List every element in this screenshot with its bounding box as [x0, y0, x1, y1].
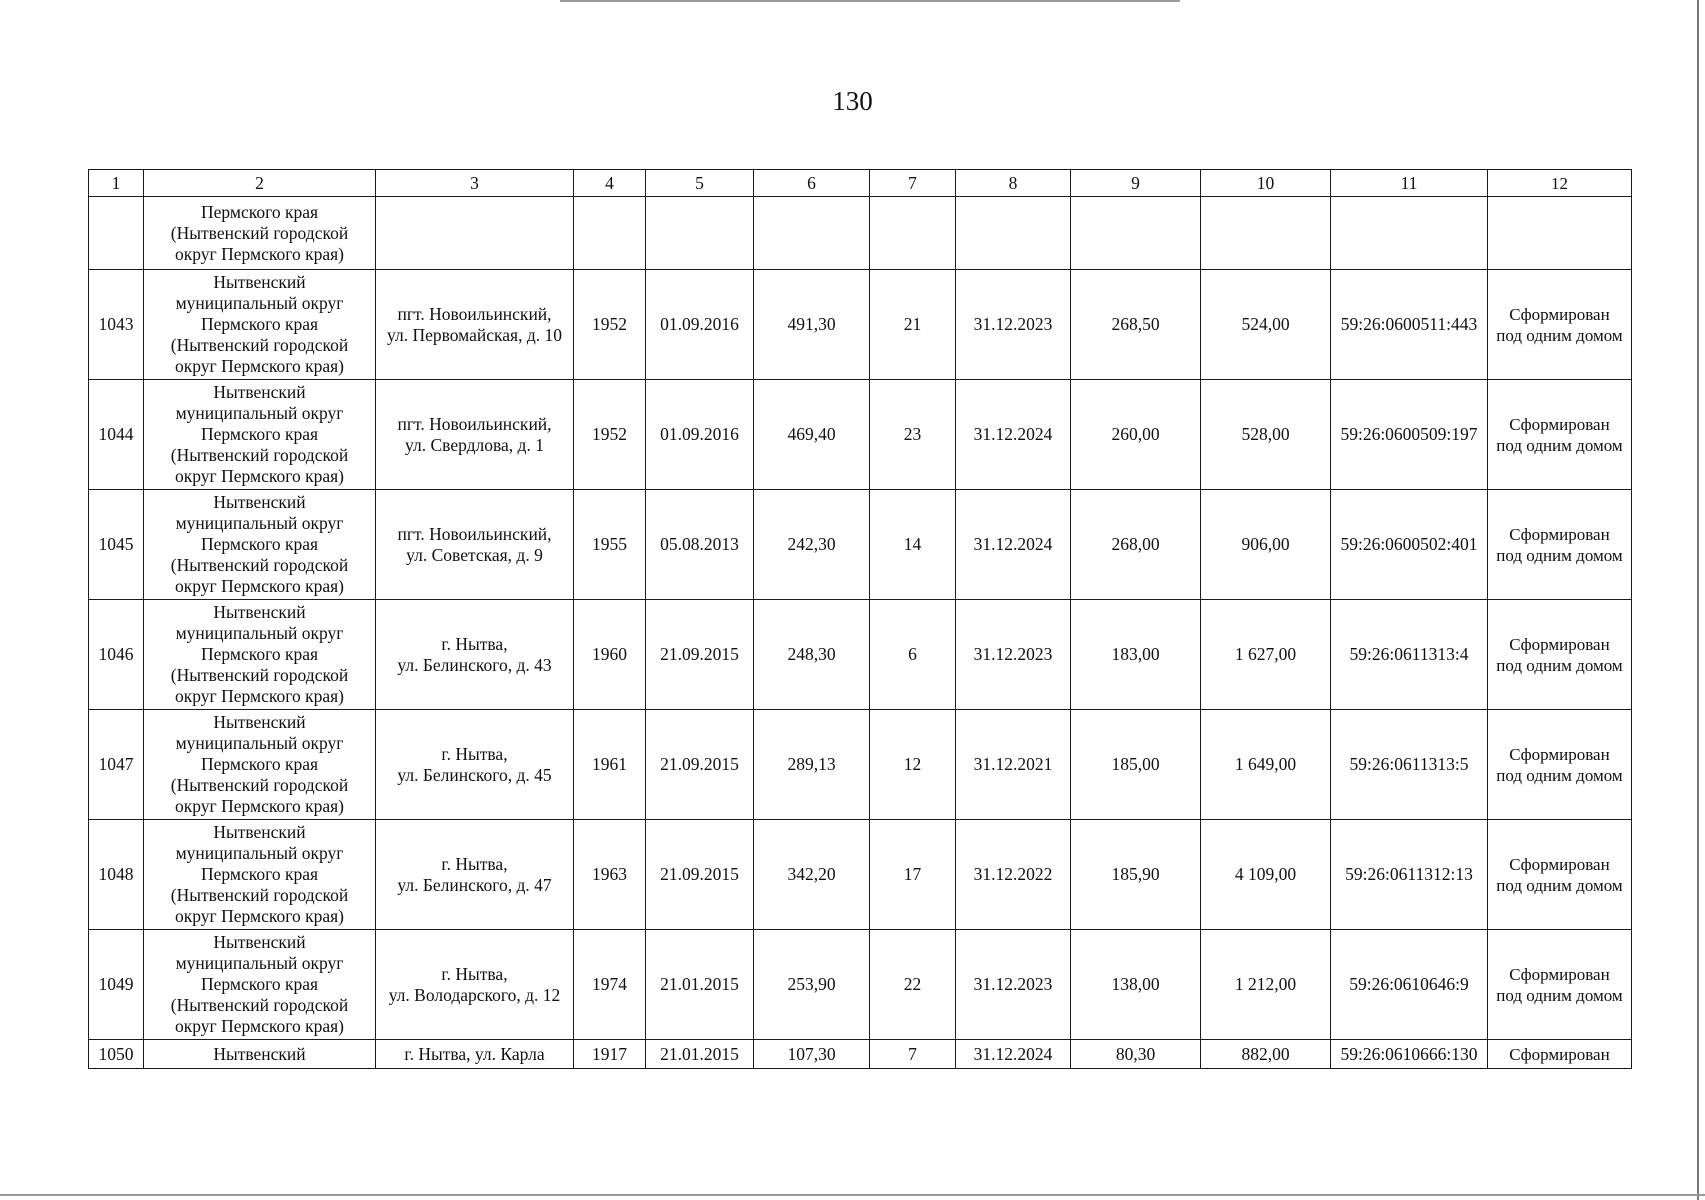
table-cell: 4 109,00: [1201, 820, 1331, 930]
table-cell: 242,30: [754, 490, 870, 600]
table-cell: 248,30: [754, 600, 870, 710]
table-cell: 21.09.2015: [646, 710, 754, 820]
registry-table: [88, 169, 1632, 1069]
table-row: [89, 710, 1632, 820]
table-cell: 59:26:0600511:443: [1331, 270, 1488, 380]
table-cell: 31.12.2022: [956, 820, 1071, 930]
table-cell: 31.12.2023: [956, 270, 1071, 380]
table-cell: 1 649,00: [1201, 710, 1331, 820]
table-cell: 01.09.2016: [646, 270, 754, 380]
table-cell: 1963: [574, 820, 646, 930]
table-cell: Нытвенский муниципальный округ Пермского края (Нытвенский городской округ Пермского края): [144, 820, 376, 930]
table-cell: 4: [574, 170, 646, 197]
table-cell: Сформирован под одним домом: [1488, 600, 1632, 710]
scan-edge-bottom: [0, 1194, 1705, 1196]
table-cell: 107,30: [754, 1040, 870, 1069]
table-cell: 1046: [89, 600, 144, 710]
table-cell: 14: [870, 490, 956, 600]
table-cell: 21: [870, 270, 956, 380]
table-cell: 80,30: [1071, 1040, 1201, 1069]
table-cell: 1044: [89, 380, 144, 490]
table-row: [89, 197, 1632, 270]
table-cell: 21.09.2015: [646, 600, 754, 710]
table-cell: 469,40: [754, 380, 870, 490]
table-cell: 59:26:0611313:4: [1331, 600, 1488, 710]
scan-edge-right: [1697, 0, 1699, 1200]
table-cell: 1917: [574, 1040, 646, 1069]
table-cell: г. Нытва, ул. Володарского, д. 12: [376, 930, 574, 1040]
table-cell: 1: [89, 170, 144, 197]
table-cell: 185,90: [1071, 820, 1201, 930]
table-cell: 6: [754, 170, 870, 197]
page-number: 130: [832, 86, 873, 116]
table-cell: 1952: [574, 270, 646, 380]
table-cell: 31.12.2024: [956, 490, 1071, 600]
table-cell: 1952: [574, 380, 646, 490]
table-cell: [1488, 197, 1632, 270]
table-cell: 59:26:0611313:5: [1331, 710, 1488, 820]
table-cell: 8: [956, 170, 1071, 197]
table-cell: Нытвенский муниципальный округ Пермского края (Нытвенский городской округ Пермского края): [144, 270, 376, 380]
table-cell: 528,00: [1201, 380, 1331, 490]
table-cell: 342,20: [754, 820, 870, 930]
table-cell: 6: [870, 600, 956, 710]
table-cell: 31.12.2023: [956, 600, 1071, 710]
table-cell: [956, 197, 1071, 270]
table-cell: Пермского края (Нытвенский городской округ Пермского края): [144, 197, 376, 270]
table-cell: г. Нытва, ул. Белинского, д. 45: [376, 710, 574, 820]
table-cell: 253,90: [754, 930, 870, 1040]
table-cell: Нытвенский: [144, 1040, 376, 1069]
table-cell: [1201, 197, 1331, 270]
table-row: [89, 930, 1632, 1040]
table-cell: 1047: [89, 710, 144, 820]
table-cell: 906,00: [1201, 490, 1331, 600]
table-cell: 1 627,00: [1201, 600, 1331, 710]
table-row: [89, 600, 1632, 710]
table-cell: 1049: [89, 930, 144, 1040]
table-cell: [754, 197, 870, 270]
table-cell: [574, 197, 646, 270]
table-cell: [89, 197, 144, 270]
table-cell: Нытвенский муниципальный округ Пермского края (Нытвенский городской округ Пермского края): [144, 710, 376, 820]
table-cell: 268,50: [1071, 270, 1201, 380]
table-cell: 01.09.2016: [646, 380, 754, 490]
table-cell: г. Нытва, ул. Белинского, д. 47: [376, 820, 574, 930]
table-cell: Нытвенский муниципальный округ Пермского края (Нытвенский городской округ Пермского края): [144, 600, 376, 710]
table-cell: Сформирован под одним домом: [1488, 710, 1632, 820]
table-cell: 21.01.2015: [646, 1040, 754, 1069]
table-cell: 3: [376, 170, 574, 197]
table-cell: 1960: [574, 600, 646, 710]
table-cell: пгт. Новоильинский, ул. Советская, д. 9: [376, 490, 574, 600]
table-cell: 17: [870, 820, 956, 930]
table-cell: 289,13: [754, 710, 870, 820]
table-cell: 22: [870, 930, 956, 1040]
table-row: [89, 1040, 1632, 1069]
table-cell: г. Нытва, ул. Карла: [376, 1040, 574, 1069]
table-cell: 260,00: [1071, 380, 1201, 490]
table-cell: 12: [870, 710, 956, 820]
table-cell: 59:26:0610646:9: [1331, 930, 1488, 1040]
table-cell: 1955: [574, 490, 646, 600]
table-cell: 183,00: [1071, 600, 1201, 710]
table-cell: 10: [1201, 170, 1331, 197]
table-cell: 1043: [89, 270, 144, 380]
table-cell: 1974: [574, 930, 646, 1040]
table-cell: пгт. Новоильинский, ул. Свердлова, д. 1: [376, 380, 574, 490]
table-cell: Сформирован: [1488, 1040, 1632, 1069]
table-cell: 31.12.2024: [956, 380, 1071, 490]
table-cell: Сформирован под одним домом: [1488, 820, 1632, 930]
table-cell: [870, 197, 956, 270]
table-cell: г. Нытва, ул. Белинского, д. 43: [376, 600, 574, 710]
table-cell: Нытвенский муниципальный округ Пермского края (Нытвенский городской округ Пермского края): [144, 380, 376, 490]
table-cell: 491,30: [754, 270, 870, 380]
table-cell: 59:26:0611312:13: [1331, 820, 1488, 930]
table-cell: Нытвенский муниципальный округ Пермского края (Нытвенский городской округ Пермского края): [144, 490, 376, 600]
table-row: [89, 270, 1632, 380]
table-row: [89, 380, 1632, 490]
table-cell: 268,00: [1071, 490, 1201, 600]
table-cell: 138,00: [1071, 930, 1201, 1040]
table-cell: 1050: [89, 1040, 144, 1069]
table-cell: 7: [870, 1040, 956, 1069]
table-cell: 12: [1488, 170, 1632, 197]
table-cell: Сформирован под одним домом: [1488, 380, 1632, 490]
table-cell: 59:26:0600509:197: [1331, 380, 1488, 490]
table-cell: 11: [1331, 170, 1488, 197]
table-row: [89, 820, 1632, 930]
table-cell: 23: [870, 380, 956, 490]
table-cell: 2: [144, 170, 376, 197]
table-cell: 21.01.2015: [646, 930, 754, 1040]
table-cell: Сформирован под одним домом: [1488, 930, 1632, 1040]
table-body: [89, 170, 1632, 1069]
table-cell: 59:26:0610666:130: [1331, 1040, 1488, 1069]
table-cell: 31.12.2021: [956, 710, 1071, 820]
table-cell: 5: [646, 170, 754, 197]
table-cell: [376, 197, 574, 270]
table-cell: 1 212,00: [1201, 930, 1331, 1040]
table-cell: [1071, 197, 1201, 270]
table-cell: 1045: [89, 490, 144, 600]
table-cell: [646, 197, 754, 270]
table-cell: 1961: [574, 710, 646, 820]
table-cell: 05.08.2013: [646, 490, 754, 600]
scan-artifact-top: [560, 0, 1180, 2]
table-cell: Нытвенский муниципальный округ Пермского края (Нытвенский городской округ Пермского края): [144, 930, 376, 1040]
table-cell: 7: [870, 170, 956, 197]
table-header-row: [89, 170, 1632, 197]
table-cell: [1331, 197, 1488, 270]
table-cell: 185,00: [1071, 710, 1201, 820]
table-cell: 1048: [89, 820, 144, 930]
table-cell: 882,00: [1201, 1040, 1331, 1069]
table-cell: Сформирован под одним домом: [1488, 490, 1632, 600]
table-cell: 9: [1071, 170, 1201, 197]
table-cell: 31.12.2023: [956, 930, 1071, 1040]
table-cell: 524,00: [1201, 270, 1331, 380]
table-cell: Сформирован под одним домом: [1488, 270, 1632, 380]
table-cell: 21.09.2015: [646, 820, 754, 930]
table-cell: пгт. Новоильинский, ул. Первомайская, д. 10: [376, 270, 574, 380]
table-cell: 59:26:0600502:401: [1331, 490, 1488, 600]
table-cell: 31.12.2024: [956, 1040, 1071, 1069]
table-row: [89, 490, 1632, 600]
